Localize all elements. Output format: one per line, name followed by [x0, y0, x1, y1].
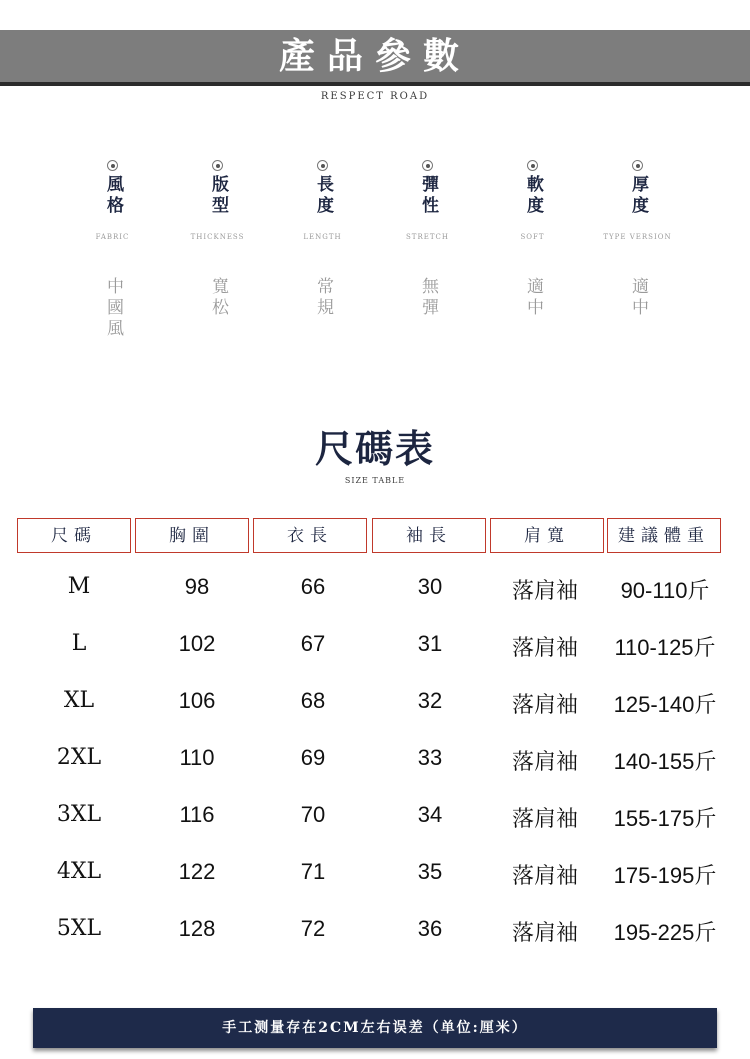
param-fit — [170, 160, 265, 340]
cell-length: 67 — [300, 631, 326, 656]
param-english: SOFT — [520, 233, 545, 241]
cell-sleeve: 35 — [417, 859, 443, 884]
cell-length: 68 — [300, 688, 326, 713]
cell-weight: 195-225斤 — [613, 920, 717, 945]
product-params — [65, 160, 685, 340]
cell-length: 71 — [300, 859, 326, 884]
cell-length: 66 — [300, 574, 326, 599]
param-english: TYPE VERSION — [603, 233, 672, 241]
cell-sleeve: 36 — [417, 916, 443, 941]
cell-chest: 122 — [178, 859, 216, 884]
cell-shoulder: 落肩袖 — [511, 921, 578, 946]
cell-shoulder: 落肩袖 — [511, 807, 578, 832]
cell-sleeve: 31 — [417, 631, 443, 656]
bullet-icon — [632, 160, 643, 171]
param-stretch — [380, 160, 475, 340]
size-table-title: 尺碼表 — [314, 426, 435, 471]
cell-sleeve: 33 — [417, 745, 443, 770]
header-length: 衣長 — [253, 518, 367, 553]
bullet-icon — [212, 160, 223, 171]
param-value: 適中 — [523, 277, 543, 319]
table-row — [20, 688, 730, 745]
bullet-icon — [422, 160, 433, 171]
cell-size: 3XL — [56, 802, 102, 827]
cell-size: XL — [63, 688, 95, 713]
param-thickness — [590, 160, 685, 340]
cell-size: 4XL — [56, 859, 102, 884]
cell-size: L — [71, 631, 87, 656]
cell-weight: 140-155斤 — [613, 749, 717, 774]
table-row — [20, 745, 730, 802]
size-table-subtitle: SIZE TABLE — [344, 476, 406, 485]
header-weight: 建議體重 — [607, 518, 721, 553]
header-chest: 胸圍 — [135, 518, 249, 553]
size-table-body — [20, 574, 730, 973]
param-value: 適中 — [628, 277, 648, 319]
cell-size: M — [67, 574, 91, 599]
header-size: 尺碼 — [17, 518, 131, 553]
param-name: 彈性 — [418, 175, 438, 217]
bullet-icon — [317, 160, 328, 171]
param-english: LENGTH — [303, 233, 342, 241]
banner-title: 產品參數 — [278, 35, 471, 77]
header-sleeve: 袖長 — [372, 518, 486, 553]
measurement-note: 手工测量存在2CM左右误差（单位:厘米） — [33, 1008, 717, 1048]
cell-length: 72 — [300, 916, 326, 941]
cell-shoulder: 落肩袖 — [511, 579, 578, 604]
cell-sleeve: 34 — [417, 802, 443, 827]
param-name: 軟度 — [523, 175, 543, 217]
table-row — [20, 631, 730, 688]
cell-shoulder: 落肩袖 — [511, 693, 578, 718]
param-length — [275, 160, 370, 340]
param-english: STRETCH — [406, 233, 449, 241]
cell-chest: 116 — [179, 802, 215, 827]
cell-shoulder: 落肩袖 — [511, 636, 578, 661]
banner-subtitle: RESPECT ROAD — [320, 91, 430, 102]
cell-shoulder: 落肩袖 — [511, 864, 578, 889]
param-value: 中國風 — [103, 277, 123, 340]
cell-length: 69 — [300, 745, 326, 770]
cell-chest: 128 — [178, 916, 216, 941]
param-value: 寬松 — [208, 277, 228, 319]
param-name: 長度 — [313, 175, 333, 217]
bullet-icon — [527, 160, 538, 171]
cell-weight: 125-140斤 — [613, 692, 717, 717]
param-name: 版型 — [208, 175, 228, 217]
param-name: 風格 — [103, 175, 123, 217]
cell-chest: 110 — [179, 745, 215, 770]
table-row — [20, 574, 730, 631]
cell-size: 2XL — [56, 745, 102, 770]
size-table-header — [17, 518, 723, 555]
cell-weight: 110-125斤 — [614, 635, 716, 660]
table-row — [20, 859, 730, 916]
param-softness — [485, 160, 580, 340]
top-banner — [0, 30, 750, 86]
param-value: 常規 — [313, 277, 333, 319]
table-row — [20, 802, 730, 859]
cell-weight: 175-195斤 — [613, 863, 717, 888]
cell-weight: 90-110斤 — [620, 578, 710, 603]
param-english: THICKNESS — [190, 233, 245, 241]
param-value: 無彈 — [418, 277, 438, 319]
cell-sleeve: 30 — [417, 574, 443, 599]
cell-chest: 102 — [178, 631, 216, 656]
header-shoulder: 肩寬 — [490, 518, 604, 553]
param-name: 厚度 — [628, 175, 648, 217]
bullet-icon — [107, 160, 118, 171]
param-style — [65, 160, 160, 340]
cell-shoulder: 落肩袖 — [511, 750, 578, 775]
param-english: FABRIC — [95, 233, 130, 241]
table-row — [20, 916, 730, 973]
cell-weight: 155-175斤 — [613, 806, 717, 831]
cell-sleeve: 32 — [417, 688, 443, 713]
cell-chest: 98 — [184, 574, 210, 599]
cell-length: 70 — [300, 802, 326, 827]
cell-chest: 106 — [178, 688, 216, 713]
cell-size: 5XL — [56, 916, 102, 941]
